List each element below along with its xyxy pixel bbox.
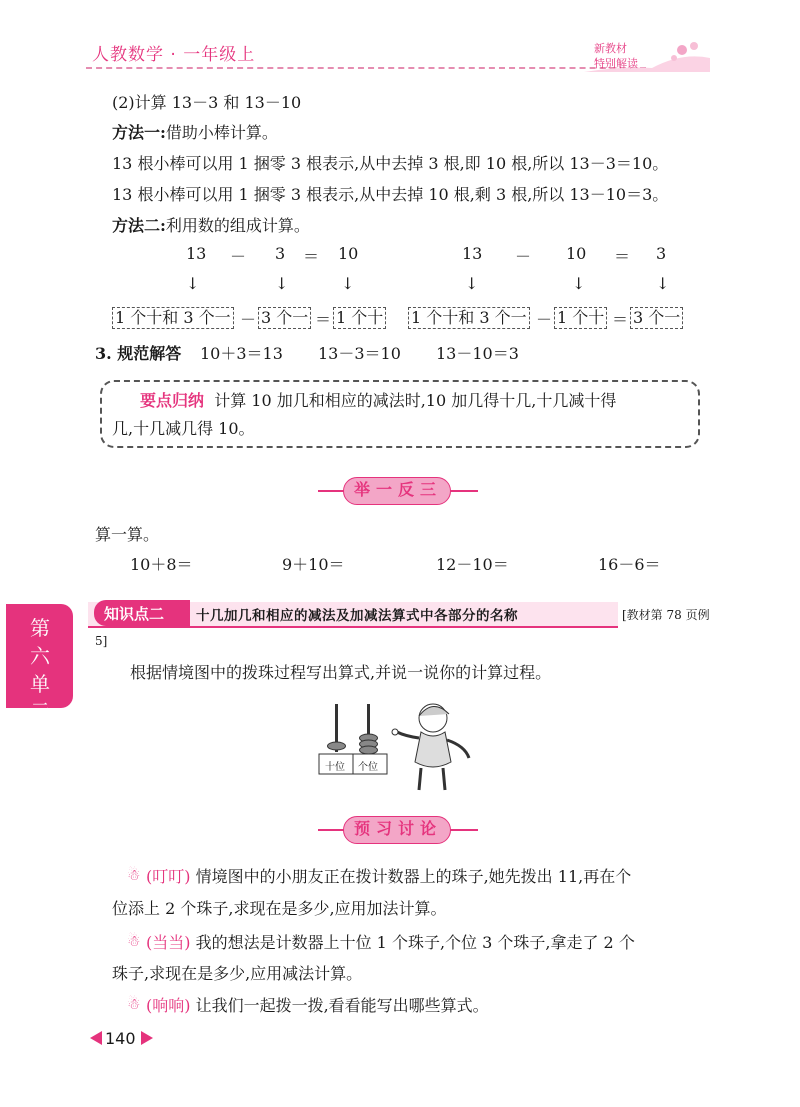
arrow-down-icon: ↓	[572, 274, 586, 293]
discussion-line	[146, 932, 635, 954]
knowledge2-ref: [教材第 78 页例	[622, 608, 710, 622]
eq2-eq: ＝	[614, 247, 631, 266]
speaker-dingding: (叮叮)	[146, 867, 191, 886]
keypoint-label: 要点归纳	[140, 391, 205, 410]
abacus-illustration	[315, 692, 485, 796]
answer-label: 3. 规范解答	[95, 344, 182, 363]
exercise-item: 12－10＝	[436, 555, 509, 574]
method1-line2: 13 根小棒可以用 1 捆零 3 根表示,从中去掉 10 根,剩 3 根,所以 13－10＝3。	[112, 185, 669, 204]
method1-text: 借助小棒计算。	[165, 123, 278, 142]
abacus-ones-label: 个位	[358, 762, 378, 773]
method2-text: 利用数的组成计算。	[165, 216, 310, 235]
method2-label: 方法二:	[112, 216, 166, 235]
banner2-text	[354, 818, 442, 840]
discussion-text: 情境图中的小朋友正在拨计数器上的珠子,她先拨出 11,再在个	[195, 867, 632, 886]
speaker-xiangxiang: (响响)	[146, 996, 191, 1015]
banner2-char: 习	[376, 819, 399, 838]
eq1-box-b: 3 个一	[258, 307, 311, 329]
banner1-char: 一	[376, 480, 399, 499]
banner1-char: 举	[354, 480, 377, 499]
triangle-left-icon	[90, 1031, 102, 1045]
discussion-text: 珠子,求现在是多少,应用减法计算。	[112, 964, 363, 983]
banner1-text	[354, 479, 442, 501]
page-number: 140	[105, 1029, 136, 1048]
arrow-down-icon: ↓	[341, 274, 355, 293]
part2-heading: (2)计算 13－3 和 13－10	[112, 93, 302, 112]
eq2-box-b: 1 个十	[554, 307, 607, 329]
eq2-box-op: －	[536, 310, 553, 329]
arrow-down-icon: ↓	[465, 274, 479, 293]
header-divider	[86, 67, 646, 69]
header-badge-line2: 特别解读	[594, 57, 638, 70]
knowledge2-instruction: 根据情境图中的拨珠过程写出算式,并说一说你的计算过程。	[130, 663, 552, 682]
exercise-title: 算一算。	[95, 525, 160, 544]
eq1-c: 10	[338, 244, 359, 263]
eq1-box-a: 1 个十和 3 个一	[112, 307, 234, 329]
snowman-icon: ☃	[127, 866, 141, 884]
method1-line1: 13 根小棒可以用 1 捆零 3 根表示,从中去掉 3 根,即 10 根,所以 13－3＝10。	[112, 154, 669, 173]
abacus-tens-label: 十位	[325, 762, 345, 773]
eq2-box-eq: ＝	[612, 310, 629, 329]
discussion-line	[146, 995, 489, 1017]
knowledge2-title: 十几加几和相应的减法及加减法算式中各部分的名称	[196, 608, 518, 624]
method2	[112, 215, 310, 237]
arrow-down-icon: ↓	[275, 274, 289, 293]
header-title: 人教数学 · 一年级上	[92, 45, 256, 65]
eq1-op: －	[230, 247, 247, 266]
arrow-down-icon: ↓	[186, 274, 200, 293]
snowman-icon: ☃	[127, 995, 141, 1013]
banner1-char: 反	[398, 480, 421, 499]
speaker-dangdang: (当当)	[146, 933, 191, 952]
banner2-char: 讨	[398, 819, 421, 838]
snowman-icon: ☃	[127, 932, 141, 950]
banner2-char: 预	[354, 819, 377, 838]
discussion-text: 位添上 2 个珠子,求现在是多少,应用加法计算。	[112, 899, 447, 918]
method1	[112, 122, 278, 144]
eq1-a: 13	[186, 244, 207, 263]
triangle-right-icon	[141, 1031, 153, 1045]
discussion-text: 让我们一起拨一拨,看看能写出哪些算式。	[195, 996, 489, 1015]
eq2-a: 13	[462, 244, 483, 263]
answer-e1: 10＋3＝13	[200, 344, 283, 363]
keypoint-text1: 计算 10 加几和相应的减法时,10 加几得十几,十几减十得	[214, 391, 617, 410]
keypoint-line1	[140, 390, 616, 412]
eq1-box-c: 1 个十	[333, 307, 386, 329]
eq1-b: 3	[275, 244, 286, 263]
knowledge2-ref-cont: 5]	[95, 634, 108, 648]
discussion-text: 我的想法是计数器上十位 1 个珠子,个位 3 个珠子,拿走了 2 个	[195, 933, 635, 952]
unit-side-tab-label: 第六单元	[30, 616, 50, 724]
eq2-box-c: 3 个一	[630, 307, 683, 329]
keypoint-text2: 几,十几减几得 10。	[112, 419, 255, 438]
answer-e3: 13－10＝3	[436, 344, 519, 363]
exercise-item: 16－6＝	[598, 555, 661, 574]
answer-e2: 13－3＝10	[318, 344, 401, 363]
exercise-item: 10＋8＝	[130, 555, 193, 574]
banner2-char: 论	[420, 819, 443, 838]
header-badge-line1: 新教材	[594, 42, 627, 55]
eq1-box-eq: ＝	[315, 310, 332, 329]
discussion-line	[146, 866, 631, 888]
eq2-c: 3	[656, 244, 667, 263]
knowledge2-tag: 知识点二	[104, 605, 165, 623]
banner1-char: 三	[420, 480, 443, 499]
exercise-item: 9＋10＝	[282, 555, 345, 574]
eq1-eq: ＝	[303, 247, 320, 266]
answer-row	[95, 343, 181, 365]
eq2-op: －	[515, 247, 532, 266]
eq2-b: 10	[566, 244, 587, 263]
eq1-box-op: －	[240, 310, 257, 329]
eq2-box-a: 1 个十和 3 个一	[408, 307, 530, 329]
method1-label: 方法一:	[112, 123, 166, 142]
arrow-down-icon: ↓	[656, 274, 670, 293]
